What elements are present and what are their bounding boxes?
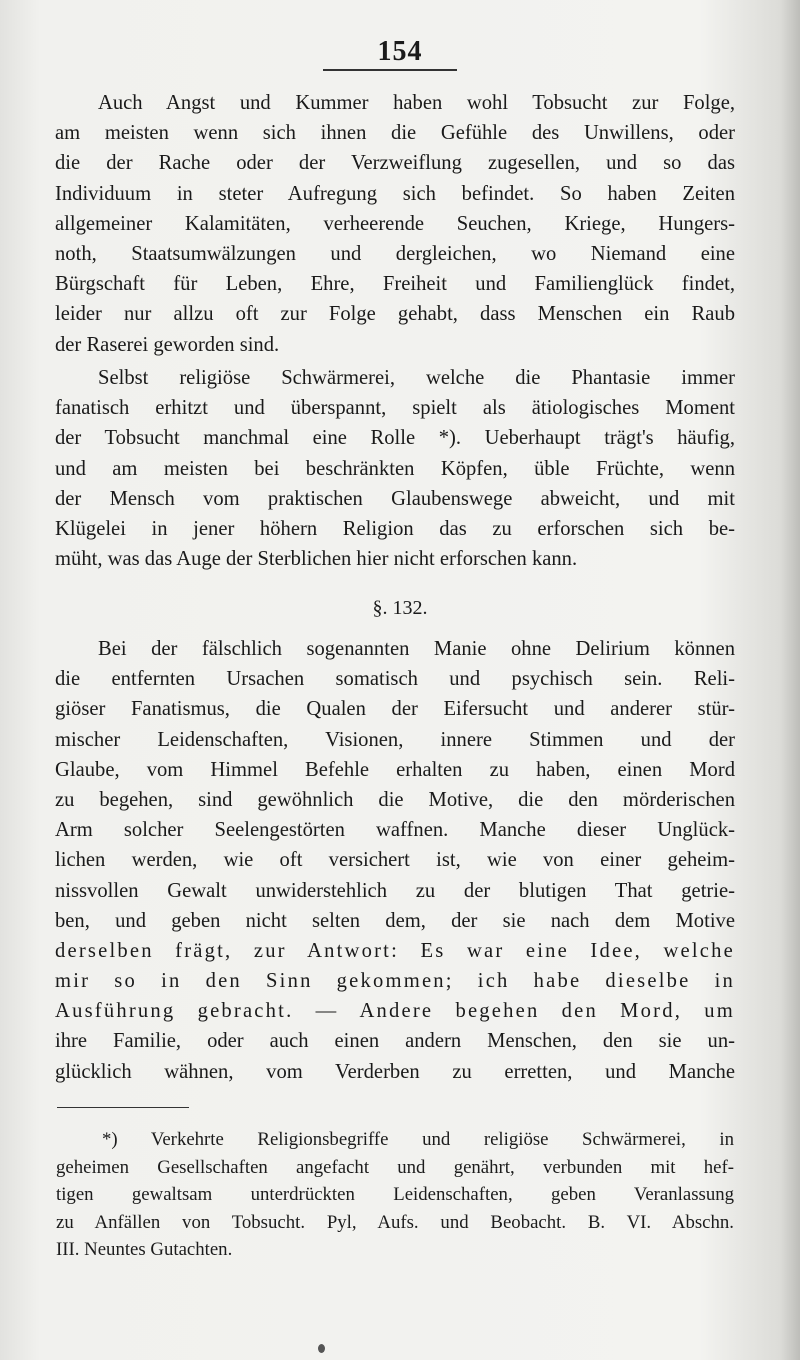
text-line: die entfernten Ursachen somatisch und psychisch sein. Reli- <box>55 668 735 691</box>
footnote-line: *) Verkehrte Religionsbegriffe und religiöse Schwärmerei, in <box>102 1129 734 1150</box>
text-line: noth, Staatsumwälzungen und dergleichen, wo Niemand eine <box>55 242 735 265</box>
text-line: der Raserei geworden sind. <box>55 333 280 356</box>
text-line: Klügelei in jener höhern Religion das zu erforschen sich be- <box>55 517 735 540</box>
text-line-emphasis: derselben frägt, zur Antwort: Es war eine Idee, welche <box>55 939 735 962</box>
text-line: Glaube, vom Himmel Befehle erhalten zu haben, einen Mord <box>55 758 735 781</box>
page-number: 154 <box>377 36 423 67</box>
text-line: zu begehen, sind gewöhnlich die Motive, die den mörderischen <box>55 788 735 811</box>
text-line-emphasis: mir so in den Sinn gekommen; ich habe dieselbe in <box>55 970 735 993</box>
footnote-line: zu Anfällen von Tobsucht. Pyl, Aufs. und Beobacht. B. VI. Abschn. <box>56 1211 734 1233</box>
footnote <box>56 1126 734 1264</box>
text-line: lichen werden, wie oft versichert ist, wie von einer geheim- <box>55 849 735 872</box>
text-line: fanatisch erhitzt und überspannt, spielt als ätiologisches Moment <box>55 397 735 420</box>
text-line: ihre Familie, oder auch einen andern Menschen, den sie un- <box>55 1030 735 1053</box>
text-line: Individuum in steter Aufregung sich befindet. So haben Zeiten <box>55 182 735 205</box>
footnote-line: tigen gewaltsam unterdrückten Leidenschaften, geben Veranlassung <box>56 1184 734 1205</box>
footnote-line: III. Neuntes Gutachten. <box>56 1239 233 1260</box>
footnote-separator <box>57 1107 189 1108</box>
ink-speck <box>318 1344 325 1353</box>
paragraph-religioese-schwaermerei <box>55 363 735 574</box>
text-line: Selbst religiöse Schwärmerei, welche die Phantasie immer <box>98 367 735 389</box>
text-line: am meisten wenn sich ihnen die Gefühle des Unwillens, oder <box>55 122 735 145</box>
text-line: leider nur allzu oft zur Folge gehabt, dass Menschen ein Raub <box>55 303 735 326</box>
text-line: und am meisten bei beschränkten Köpfen, üble Früchte, wenn <box>55 457 735 480</box>
paragraph-manie-ohne-delirium <box>55 634 735 1087</box>
text-line: der Tobsucht manchmal eine Rolle *). Ueberhaupt trägt's häufig, <box>55 427 735 450</box>
text-line: mischer Leidenschaften, Visionen, innere Stimmen und der <box>55 728 735 751</box>
text-line: Bürgschaft für Leben, Ehre, Freiheit und Familienglück findet, <box>55 273 735 296</box>
section-heading: §. 132. <box>372 597 428 619</box>
text-line: Bei der fälschlich sogenannten Manie ohne Delirium können <box>98 638 735 660</box>
text-line: die der Rache oder der Verzweiflung zugesellen, und so das <box>55 152 735 175</box>
header-rule <box>323 69 457 71</box>
text-line-emphasis: Ausführung gebracht. — Andere begehen den Mord, um <box>55 1000 735 1023</box>
text-line: Arm solcher Seelengestörten waffnen. Manche dieser Unglück- <box>55 819 735 842</box>
text-line: nissvollen Gewalt unwiderstehlich zu der blutigen That getrie- <box>55 879 735 902</box>
text-line: giöser Fanatismus, die Qualen der Eifersucht und anderer stür- <box>55 698 735 721</box>
paragraph-angst-kummer <box>55 88 735 360</box>
text-line: müht, was das Auge der Sterblichen hier nicht erforschen kann. <box>55 548 578 571</box>
text-line: der Mensch vom praktischen Glaubenswege abweicht, und mit <box>55 487 735 510</box>
text-line: allgemeiner Kalamitäten, verheerende Seuchen, Kriege, Hungers- <box>55 212 735 235</box>
footnote-line: geheimen Gesellschaften angefacht und genährt, verbunden mit hef- <box>56 1156 734 1178</box>
text-line: glücklich wähnen, vom Verderben zu erretten, und Manche <box>55 1060 735 1083</box>
text-line: ben, und geben nicht selten dem, der sie nach dem Motive <box>55 909 735 932</box>
text-line: Auch Angst und Kummer haben wohl Tobsucht zur Folge, <box>98 92 735 114</box>
